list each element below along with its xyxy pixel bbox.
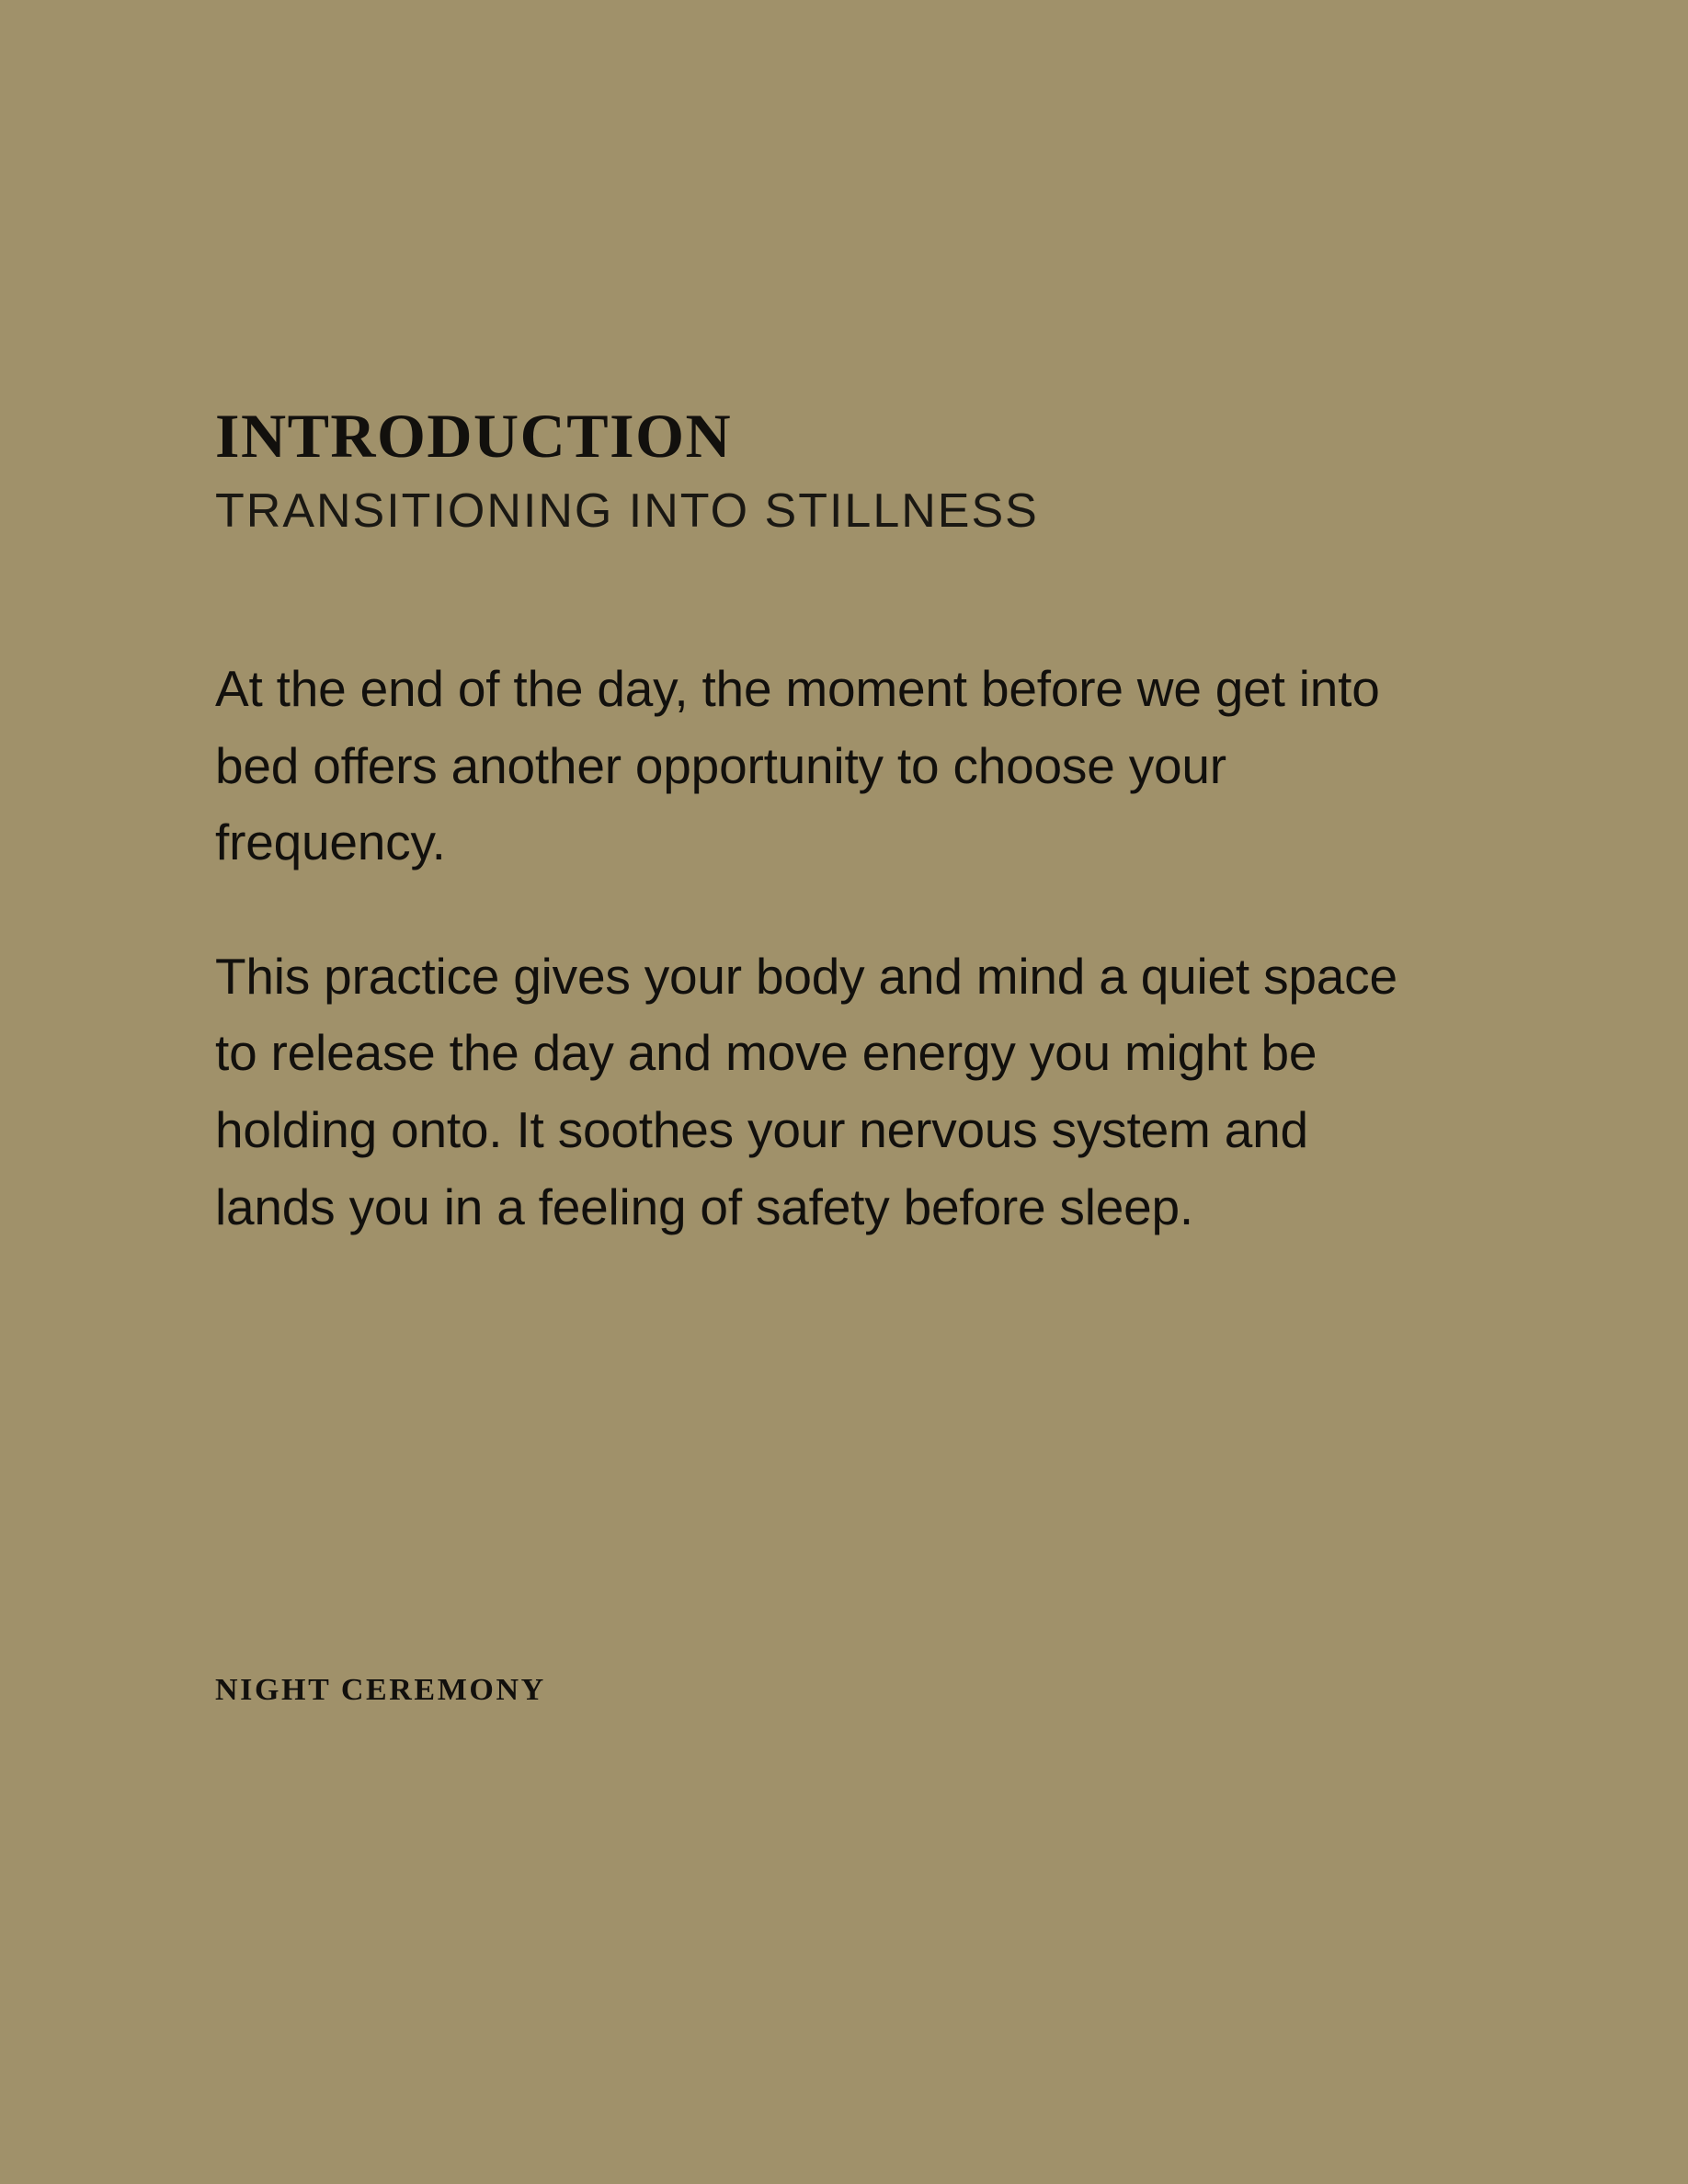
paragraph-2: This practice gives your body and mind a quiet space to release the day and move energy you might be holding onto. It soothes your nervous system and lands you in a feeling of safety before sleep. (215, 947, 1397, 1235)
paragraph-1: At the end of the day, the moment before we get into bed offers another opportunity to choose your frequency. (215, 660, 1380, 871)
page-subtitle: TRANSITIONING INTO STILLNESS (215, 484, 1039, 538)
page-title: INTRODUCTION (215, 401, 733, 471)
body-text (215, 651, 1466, 1246)
page-content (215, 401, 1466, 1246)
footer-label: NIGHT CEREMONY (215, 1673, 546, 1707)
